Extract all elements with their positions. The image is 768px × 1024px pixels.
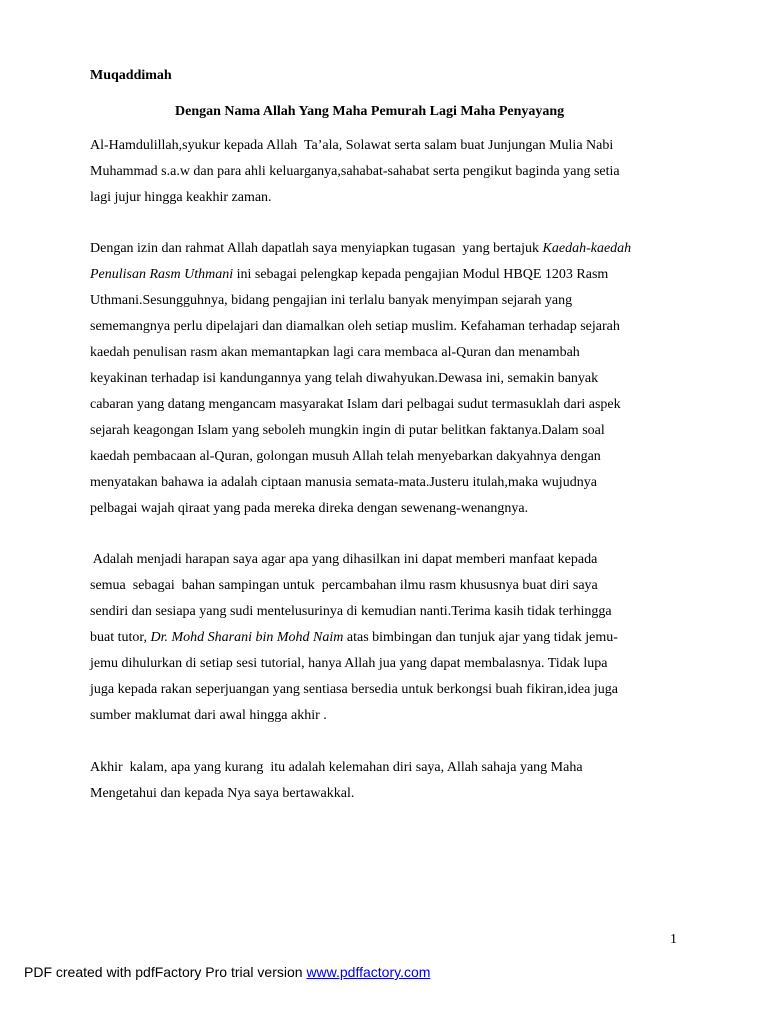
title-italic-part-2: Penulisan Rasm Uthmani: [90, 267, 234, 282]
pdf-footer: [24, 962, 430, 982]
paragraph-3-line-1: Adalah menjadi harapan saya agar apa yang dihasilkan ini dapat memberi manfaat kepada: [90, 552, 598, 567]
paragraph-3-line-3: sendiri dan sesiapa yang sudi mentelusurinya di kemudian nanti.Terima kasih tidak terhingga: [90, 604, 612, 619]
paragraph-2-line-7: cabaran yang datang mengancam masyarakat Islam dari pelbagai sudut termasuklah dari aspek: [90, 397, 621, 412]
title-italic-part-1: Kaedah-kaedah: [542, 241, 632, 256]
paragraph-3-line-4: [90, 628, 618, 648]
paragraph-1-line-2: Muhammad s.a.w dan para ahli keluarganya,sahabat-sahabat serta pengikut baginda yang setia: [90, 164, 620, 179]
paragraph-2-line-2-text: ini sebagai pelengkap kepada pengajian Modul HBQE 1203 Rasm: [233, 267, 609, 282]
bismillah-subheading: Dengan Nama Allah Yang Maha Pemurah Lagi Maha Penyayang: [175, 104, 565, 119]
tutor-prefix-text: buat tutor,: [90, 630, 151, 645]
paragraph-2-line-8: sejarah keagongan Islam yang seboleh mungkin ingin di putar belitkan faktanya.Dalam soal: [90, 423, 605, 438]
paragraph-2-line-1-text: Dengan izin dan rahmat Allah dapatlah saya menyiapkan tugasan yang bertajuk: [90, 241, 543, 256]
footer-text: PDF created with pdfFactory Pro trial version: [24, 964, 307, 980]
tutor-suffix-text: atas bimbingan dan tunjuk ajar yang tidak jemu-: [343, 630, 618, 645]
page-number: 1: [670, 932, 677, 947]
paragraph-2-line-11: pelbagai wajah qiraat yang pada mereka direka dengan sewenang-wenangnya.: [90, 501, 529, 516]
paragraph-2-line-9: kaedah pembacaan al-Quran, golongan musuh Allah telah menyebarkan dakyahnya dengan: [90, 449, 601, 464]
paragraph-3-line-6: juga kepada rakan seperjuangan yang sentiasa bersedia untuk berkongsi buah fikiran,idea juga: [90, 682, 618, 697]
paragraph-3-line-7: sumber maklumat dari awal hingga akhir .: [90, 708, 327, 723]
paragraph-3-line-5: jemu dihulurkan di setiap sesi tutorial, hanya Allah jua yang dapat membalasnya. Tidak lupa: [90, 656, 608, 671]
section-heading: Muqaddimah: [90, 68, 172, 83]
paragraph-2-line-5: kaedah penulisan rasm akan memantapkan lagi cara membaca al-Quran dan menambah: [90, 345, 580, 360]
paragraph-4-line-1: Akhir kalam, apa yang kurang itu adalah kelemahan diri saya, Allah sahaja yang Maha: [90, 760, 583, 775]
pdffactory-link[interactable]: www.pdffactory.com: [306, 964, 431, 980]
tutor-name: Dr. Mohd Sharani bin Mohd Naim: [150, 630, 344, 645]
paragraph-3-line-2: semua sebagai bahan sampingan untuk percambahan ilmu rasm khususnya buat diri saya: [90, 578, 598, 593]
paragraph-2-line-3: Uthmani.Sesungguhnya, bidang pengajian ini terlalu banyak menyimpan sejarah yang: [90, 293, 573, 308]
paragraph-2-line-1: [90, 239, 631, 259]
paragraph-1-line-1: Al-Hamdulillah,syukur kepada Allah Ta’ala, Solawat serta salam buat Junjungan Mulia Nabi: [90, 138, 614, 153]
paragraph-2-line-4: sememangnya perlu dipelajari dan diamalkan oleh setiap muslim. Kefahaman terhadap sejarah: [90, 319, 620, 334]
paragraph-1-line-3: lagi jujur hingga keakhir zaman.: [90, 190, 272, 205]
paragraph-2-line-6: keyakinan terhadap isi kandungannya yang telah diwahyukan.Dewasa ini, semakin banyak: [90, 371, 599, 386]
paragraph-4-line-2: Mengetahui dan kepada Nya saya bertawakkal.: [90, 786, 355, 801]
paragraph-2-line-2: [90, 265, 608, 285]
paragraph-2-line-10: menyatakan bahawa ia adalah ciptaan manusia semata-mata.Justeru itulah,maka wujudnya: [90, 475, 597, 490]
